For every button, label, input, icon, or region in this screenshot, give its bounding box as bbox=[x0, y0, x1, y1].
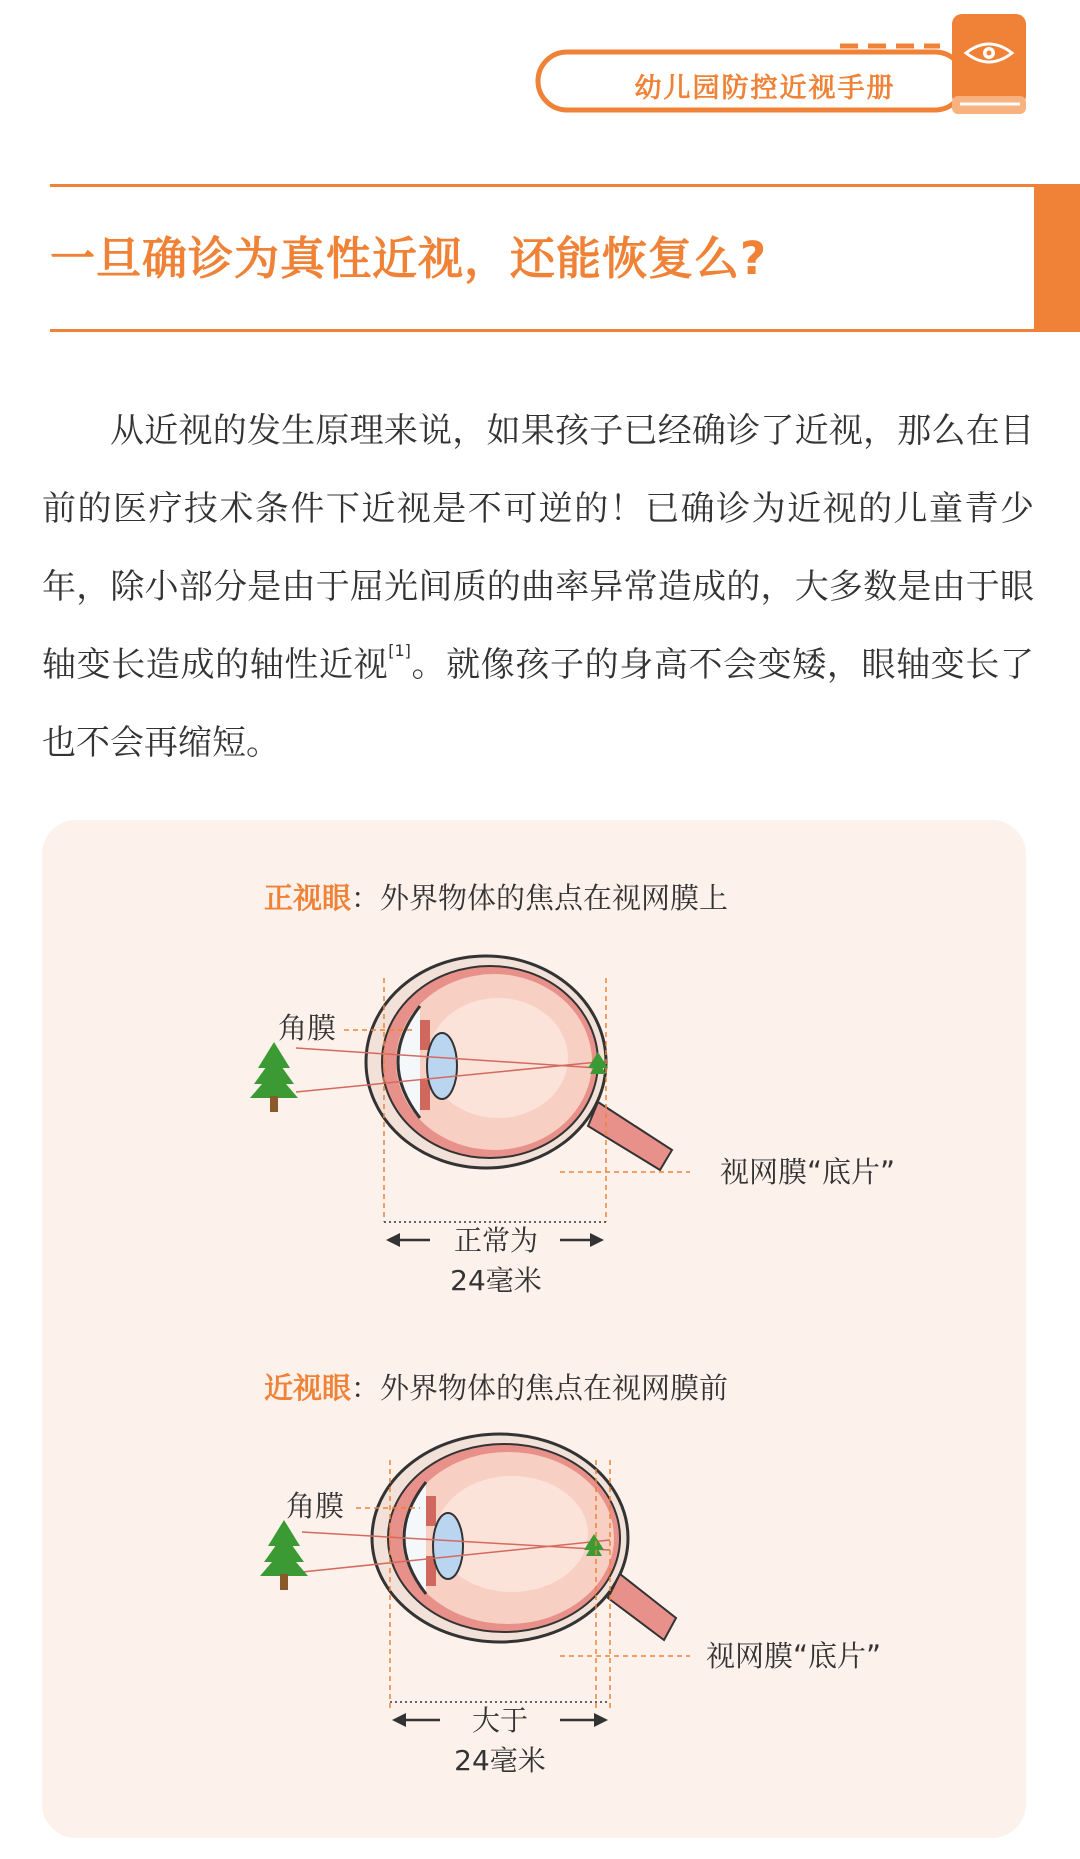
body-text-part1: 从近视的发生原理来说，如果孩子已经确诊了近视，那么在目前的医疗技术条件下近视是不可逆的！已确诊为近视的儿童青少年，除小部分是由于屈光间质的曲率异常造成的，大多数是由于眼轴变长造成的轴性近视 bbox=[42, 411, 1034, 685]
diagram-1-cornea-label: 角膜 bbox=[278, 1011, 337, 1045]
diagram-2-cornea-label: 角膜 bbox=[286, 1489, 345, 1523]
diagram-2-length-line2: 24毫米 bbox=[454, 1744, 546, 1777]
section-title: 一旦确诊为真性近视，还能恢复么? bbox=[50, 232, 768, 285]
reference-mark: [1] bbox=[388, 641, 411, 660]
diagram-2-length-line1: 大于 bbox=[471, 1704, 528, 1737]
diagram-1-colon: ： bbox=[351, 881, 381, 915]
diagram-2-term: 近视眼 bbox=[264, 1371, 352, 1405]
diagram-2-desc: 外界物体的焦点在视网膜前 bbox=[380, 1371, 729, 1405]
diagram-1-length-line1: 正常为 bbox=[453, 1224, 538, 1257]
diagram-1-term: 正视眼 bbox=[264, 881, 352, 915]
diagram-2-colon: ： bbox=[351, 1371, 381, 1405]
diagram-2-retina-label: 视网膜“底片” bbox=[706, 1639, 882, 1673]
diagram-1-retina-label: 视网膜“底片” bbox=[720, 1155, 896, 1189]
diagram-1-length-line2: 24毫米 bbox=[450, 1264, 542, 1297]
diagram-1-desc: 外界物体的焦点在视网膜上 bbox=[380, 881, 729, 915]
body-text-part2: 。就像孩子的身高不会变矮，眼轴变长了也不会再缩短。 bbox=[42, 645, 1035, 763]
header-title: 幼儿园防控近视手册 bbox=[634, 73, 896, 104]
